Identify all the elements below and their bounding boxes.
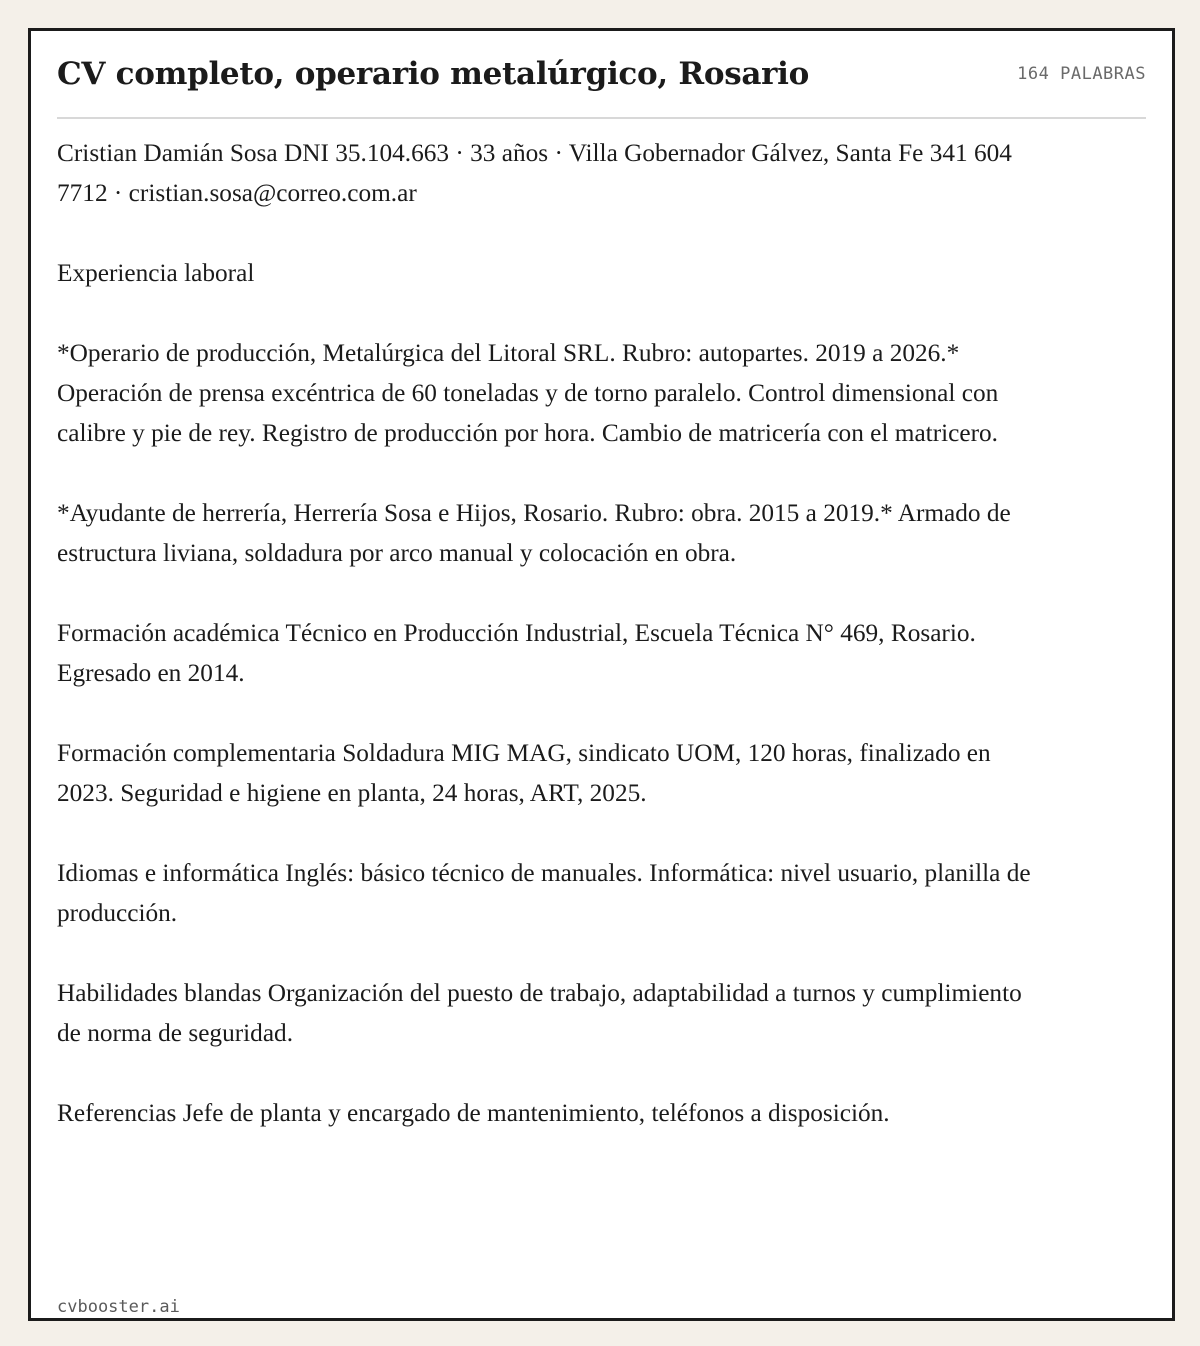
experience-heading: Experiencia laboral bbox=[57, 259, 255, 287]
experience-entry-ayudante: *Ayudante de herrería, Herrería Sosa e Hijos, Rosario. Rubro: obra. 2015 a 2019.* Armado de estructura liviana, soldadura por arco manual y colocación en obra. bbox=[57, 499, 1011, 567]
footer-brand: cvbooster.ai bbox=[57, 1297, 180, 1317]
word-count-label: 164 PALABRAS bbox=[1017, 64, 1146, 84]
soft-skills-paragraph: Habilidades blandas Organización del puesto de trabajo, adaptabilidad a turnos y cumplimiento de norma de seguridad. bbox=[57, 979, 1022, 1047]
complementary-education-paragraph: Formación complementaria Soldadura MIG MAG, sindicato UOM, 120 horas, finalizado en 2023. Seguridad e higiene en planta, 24 horas, ART, 2025. bbox=[57, 739, 991, 807]
contact-paragraph: Cristian Damián Sosa DNI 35.104.663 · 33 años · Villa Gobernador Gálvez, Santa Fe 341 604 7712 · cristian.sosa@correo.com.ar bbox=[57, 139, 1012, 207]
cv-card bbox=[28, 28, 1175, 1321]
cv-title: CV completo, operario metalúrgico, Rosario bbox=[57, 56, 810, 92]
academic-education-paragraph: Formación académica Técnico en Producción Industrial, Escuela Técnica N° 469, Rosario. Egresado en 2014. bbox=[57, 619, 976, 687]
references-paragraph: Referencias Jefe de planta y encargado de mantenimiento, teléfonos a disposición. bbox=[57, 1099, 890, 1127]
experience-entry-operario: *Operario de producción, Metalúrgica del Litoral SRL. Rubro: autopartes. 2019 a 2026.* Operación de prensa excéntrica de 60 toneladas y de torno paralelo. Control dimensional con calibre y pie de rey. Registro de producción por hora. Cambio de matricería con el matricero. bbox=[57, 339, 999, 447]
cv-header bbox=[57, 51, 1146, 119]
cv-body bbox=[57, 133, 1037, 1133]
languages-it-paragraph: Idiomas e informática Inglés: básico técnico de manuales. Informática: nivel usuario, planilla de producción. bbox=[57, 859, 1031, 927]
